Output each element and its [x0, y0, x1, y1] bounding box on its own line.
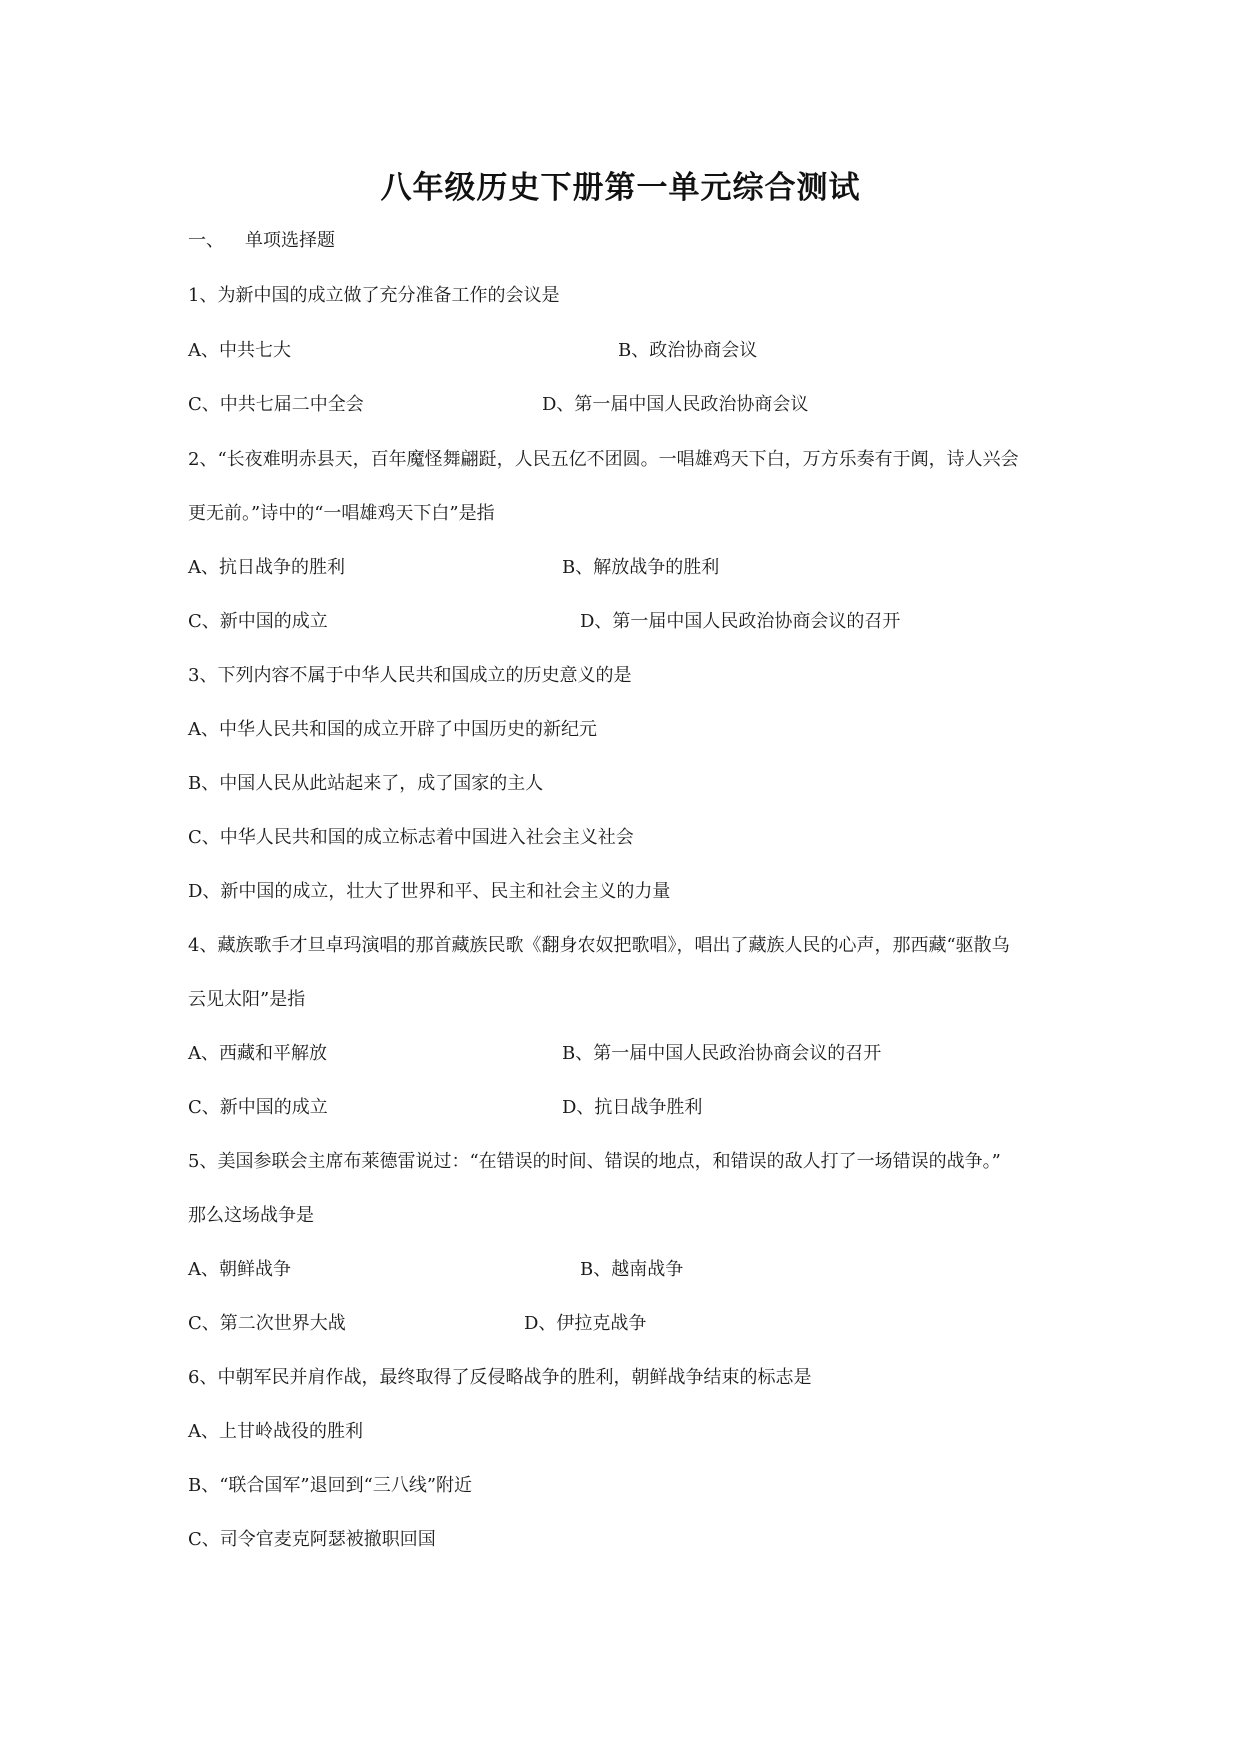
question-stem: 2、“长夜难明赤县天，百年魔怪舞翩跹，人民五亿不团圆。一唱雄鸡天下白，万方乐奏有于阗，诗人兴会	[188, 449, 1019, 470]
option: C、中华人民共和国的成立标志着中国进入社会主义社会	[188, 827, 634, 848]
option: C、新中国的成立	[188, 611, 328, 632]
question-stem: 3、下列内容不属于中华人民共和国成立的历史意义的是	[188, 665, 632, 686]
section-number: 一、	[188, 230, 224, 251]
question-stem: 6、中朝军民并肩作战，最终取得了反侵略战争的胜利，朝鲜战争结束的标志是	[188, 1367, 812, 1388]
option: B、解放战争的胜利	[562, 557, 720, 578]
option: C、新中国的成立	[188, 1097, 328, 1118]
question-stem-cont: 更无前。”诗中的“一唱雄鸡天下白”是指	[188, 503, 495, 524]
option: C、中共七届二中全会	[188, 394, 364, 415]
option: D、第一届中国人民政治协商会议的召开	[580, 611, 901, 632]
option: C、第二次世界大战	[188, 1313, 346, 1334]
option: B、“联合国军”退回到“三八线”附近	[188, 1475, 473, 1496]
option: D、新中国的成立，壮大了世界和平、民主和社会主义的力量	[188, 881, 671, 902]
question-stem: 1、为新中国的成立做了充分准备工作的会议是	[188, 285, 560, 306]
option: C、司令官麦克阿瑟被撤职回国	[188, 1529, 436, 1550]
option: A、中共七大	[188, 340, 291, 361]
option: A、抗日战争的胜利	[188, 557, 345, 578]
question-stem-cont: 那么这场战争是	[188, 1205, 314, 1226]
option: D、第一届中国人民政治协商会议	[542, 394, 809, 415]
option: B、第一届中国人民政治协商会议的召开	[562, 1043, 882, 1064]
section-label: 单项选择题	[245, 230, 335, 251]
option: D、抗日战争胜利	[562, 1097, 703, 1118]
option: B、政治协商会议	[618, 340, 758, 361]
option: A、朝鲜战争	[188, 1259, 291, 1280]
option: A、上甘岭战役的胜利	[188, 1421, 363, 1442]
option: A、中华人民共和国的成立开辟了中国历史的新纪元	[188, 719, 597, 740]
question-stem: 4、藏族歌手才旦卓玛演唱的那首藏族民歌《翻身农奴把歌唱》，唱出了藏族人民的心声，那西藏“驱散乌	[188, 935, 1010, 956]
option: A、西藏和平解放	[188, 1043, 327, 1064]
page-title: 八年级历史下册第一单元综合测试	[380, 170, 861, 206]
question-stem-cont: 云见太阳”是指	[188, 989, 306, 1010]
question-stem: 5、美国参联会主席布莱德雷说过：“在错误的时间、错误的地点，和错误的敌人打了一场错误的战争。”	[188, 1151, 1001, 1172]
option: B、越南战争	[580, 1259, 684, 1280]
option: D、伊拉克战争	[524, 1313, 647, 1334]
option: B、中国人民从此站起来了，成了国家的主人	[188, 773, 544, 794]
